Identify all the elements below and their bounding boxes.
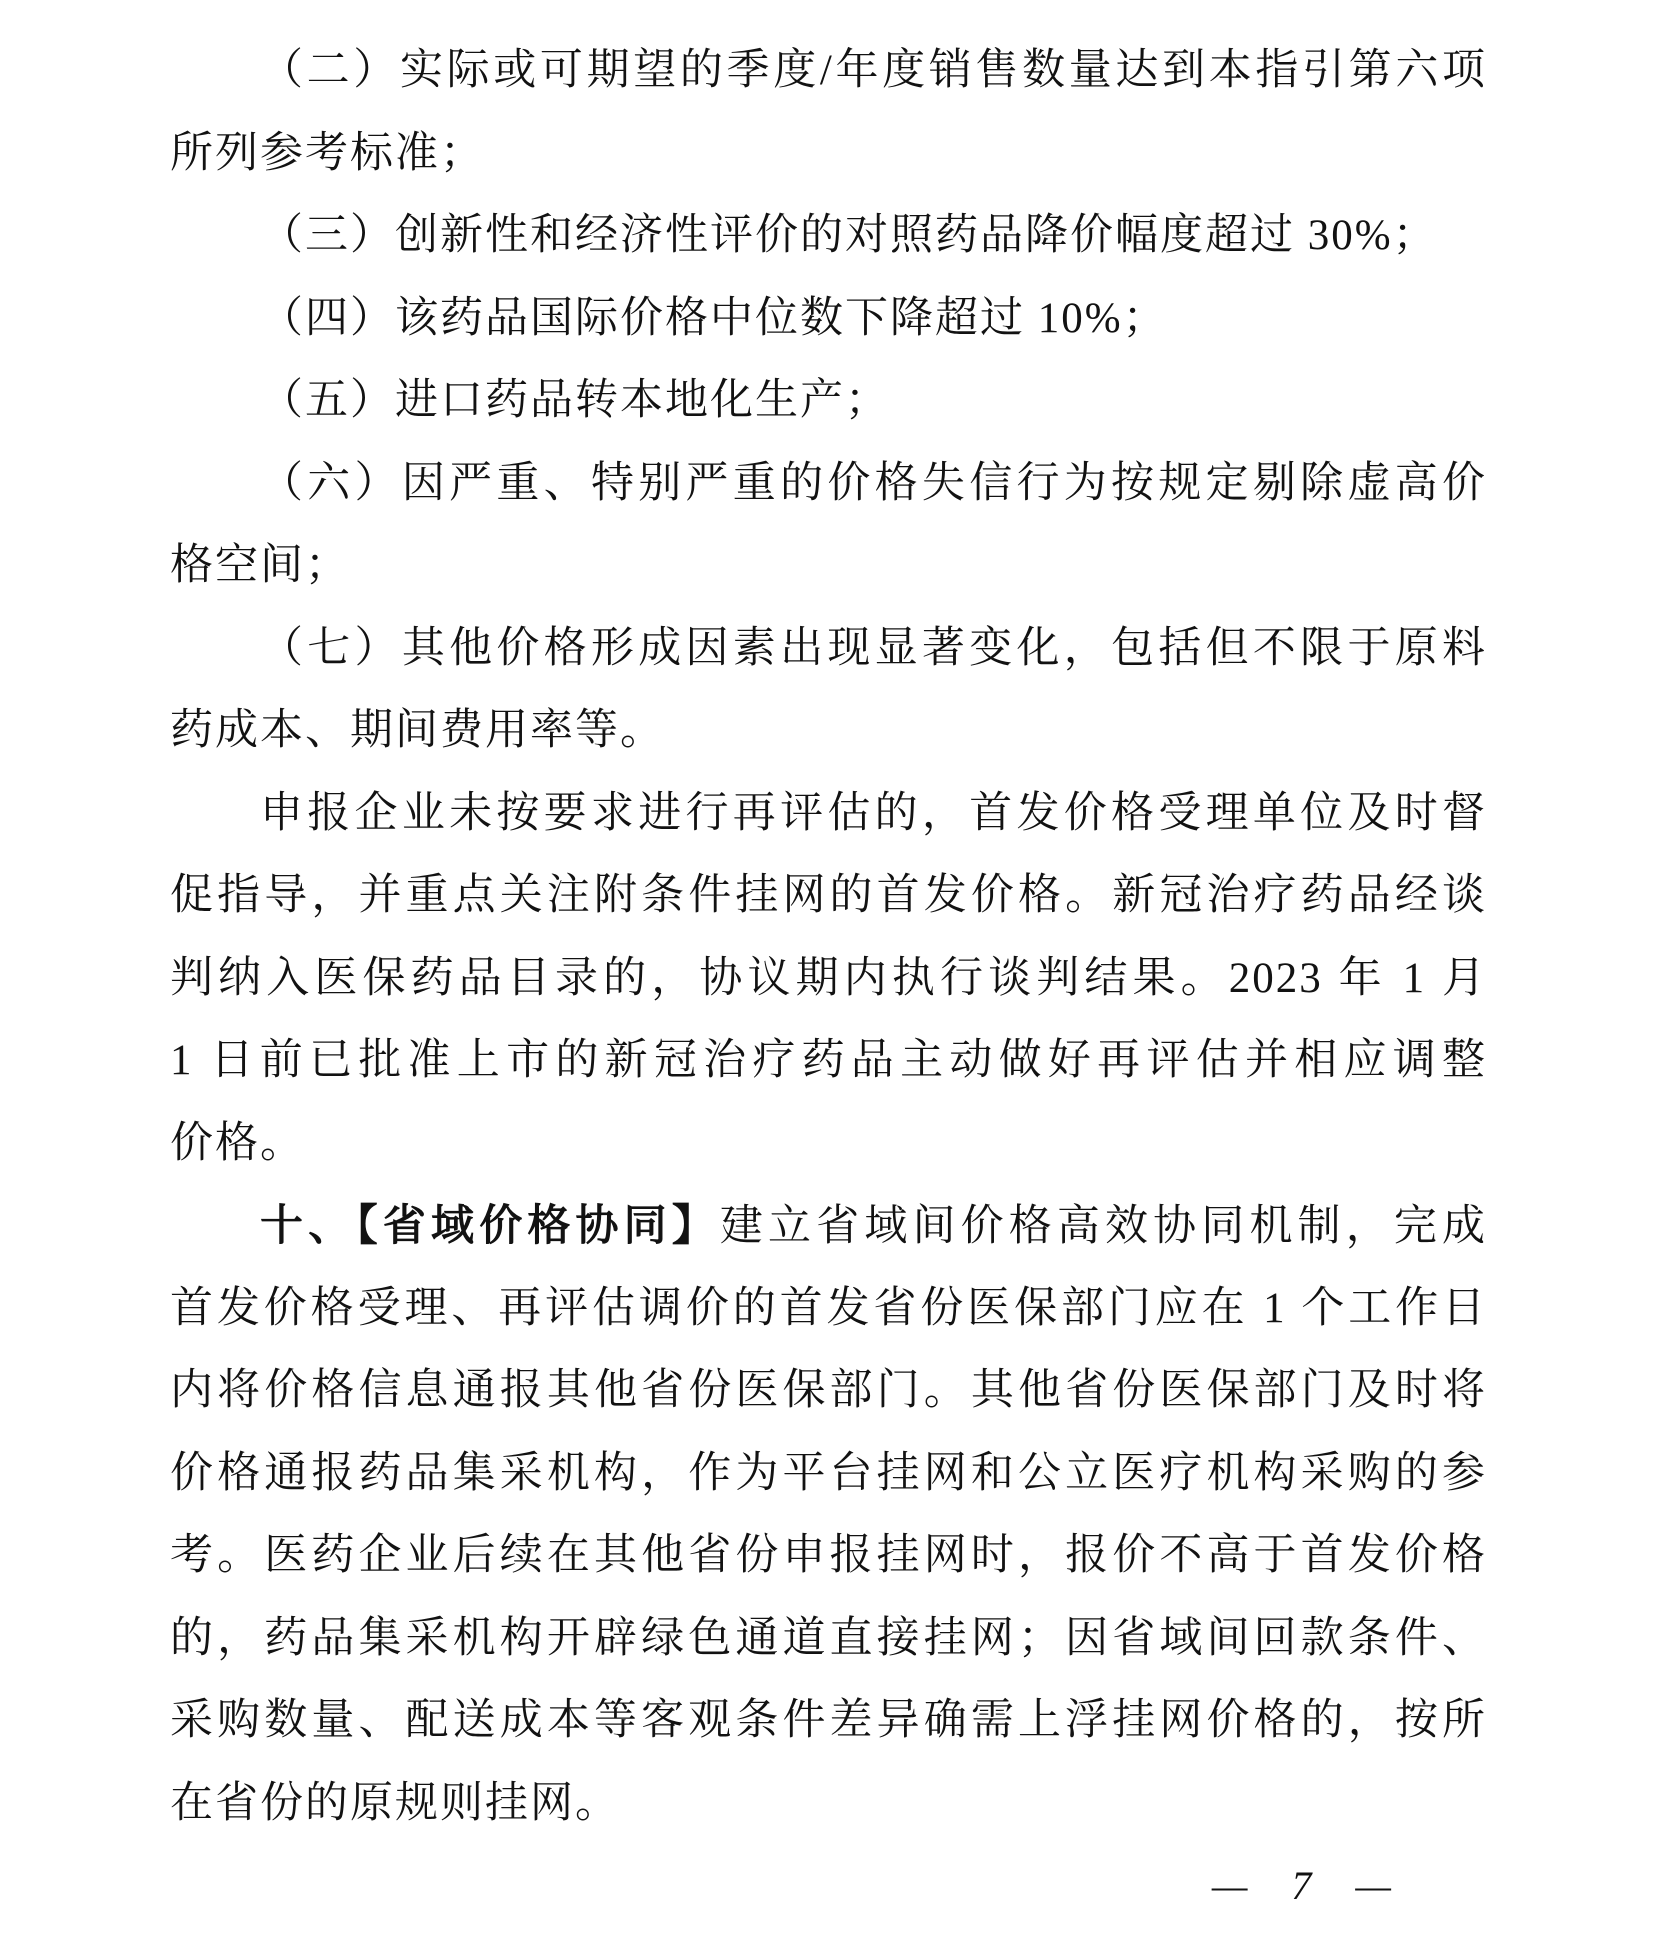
body-text-segment: 内将价格信息通报其他省份医保部门。其他省份医保部门及时将	[170, 1367, 1487, 1414]
text-line	[170, 1185, 1487, 1268]
body-text-segment: （六）因严重、特别严重的价格失信行为按规定剔除虚高价	[260, 459, 1487, 507]
text-line	[170, 608, 1487, 691]
body-text-segment: 价格通报药品集采机构，作为平台挂网和公立医疗机构采购的参	[170, 1449, 1487, 1497]
text-line	[170, 938, 1487, 1021]
body-text-segment: 促指导，并重点关注附条件挂网的首发价格。新冠治疗药品经谈	[170, 872, 1487, 919]
text-line	[170, 278, 1487, 361]
text-line	[170, 113, 1487, 196]
body-text-segment: （五）进口药品转本地化生产；	[260, 377, 890, 424]
text-line	[170, 1020, 1487, 1103]
text-line	[170, 1763, 1487, 1846]
text-line	[170, 1680, 1487, 1763]
section-heading-text: 十、【省域价格协同】	[260, 1202, 720, 1250]
text-line	[170, 855, 1487, 938]
body-text-segment: 价格。	[170, 1119, 305, 1167]
text-line	[170, 443, 1487, 526]
body-text-segment: 首发价格受理、再评估调价的首发省份医保部门应在 1 个工作日	[170, 1284, 1487, 1332]
body-text-segment: 申报企业未按要求进行再评估的，首发价格受理单位及时督	[260, 789, 1487, 837]
text-line	[170, 1515, 1487, 1598]
body-text-segment: 格空间；	[170, 542, 350, 589]
page-number-footer: — 7 —	[1211, 1863, 1397, 1908]
body-text-segment: 的，药品集采机构开辟绿色通道直接挂网；因省域间回款条件、	[170, 1614, 1487, 1662]
body-text-segment: 所列参考标准；	[170, 129, 485, 177]
text-line	[170, 360, 1487, 443]
body-text-segment: （七）其他价格形成因素出现显著变化，包括但不限于原料	[260, 624, 1487, 672]
body-text-segment: （四）该药品国际价格中位数下降超过 10%；	[260, 294, 1168, 342]
text-line	[170, 195, 1487, 278]
body-text-segment: 建立省域间价格高效协同机制，完成	[719, 1203, 1488, 1250]
text-line	[170, 525, 1487, 608]
body-text-segment: 考。医药企业后续在其他省份申报挂网时，报价不高于首发价格	[170, 1532, 1487, 1579]
body-text-segment: 采购数量、配送成本等客观条件差异确需上浮挂网价格的，按所	[170, 1697, 1487, 1744]
body-text-segment: 药成本、期间费用率等。	[170, 707, 665, 754]
body-text-segment: 1 日前已批准上市的新冠治疗药品主动做好再评估并相应调整	[170, 1037, 1487, 1084]
body-text-segment: （二）实际或可期望的季度/年度销售数量达到本指引第六项	[260, 47, 1487, 94]
body-text-segment: 在省份的原规则挂网。	[170, 1779, 620, 1827]
text-line	[170, 1350, 1487, 1433]
body-text-segment: （三）创新性和经济性评价的对照药品降价幅度超过 30%；	[260, 212, 1438, 259]
text-line	[170, 1598, 1487, 1681]
text-line	[170, 1433, 1487, 1516]
body-text-segment: 判纳入医保药品目录的，协议期内执行谈判结果。2023 年 1 月	[170, 954, 1487, 1002]
document-body	[170, 30, 1487, 1845]
text-line	[170, 1268, 1487, 1351]
text-line	[170, 690, 1487, 773]
text-line	[170, 1103, 1487, 1186]
text-line	[170, 30, 1487, 113]
text-line	[170, 773, 1487, 856]
